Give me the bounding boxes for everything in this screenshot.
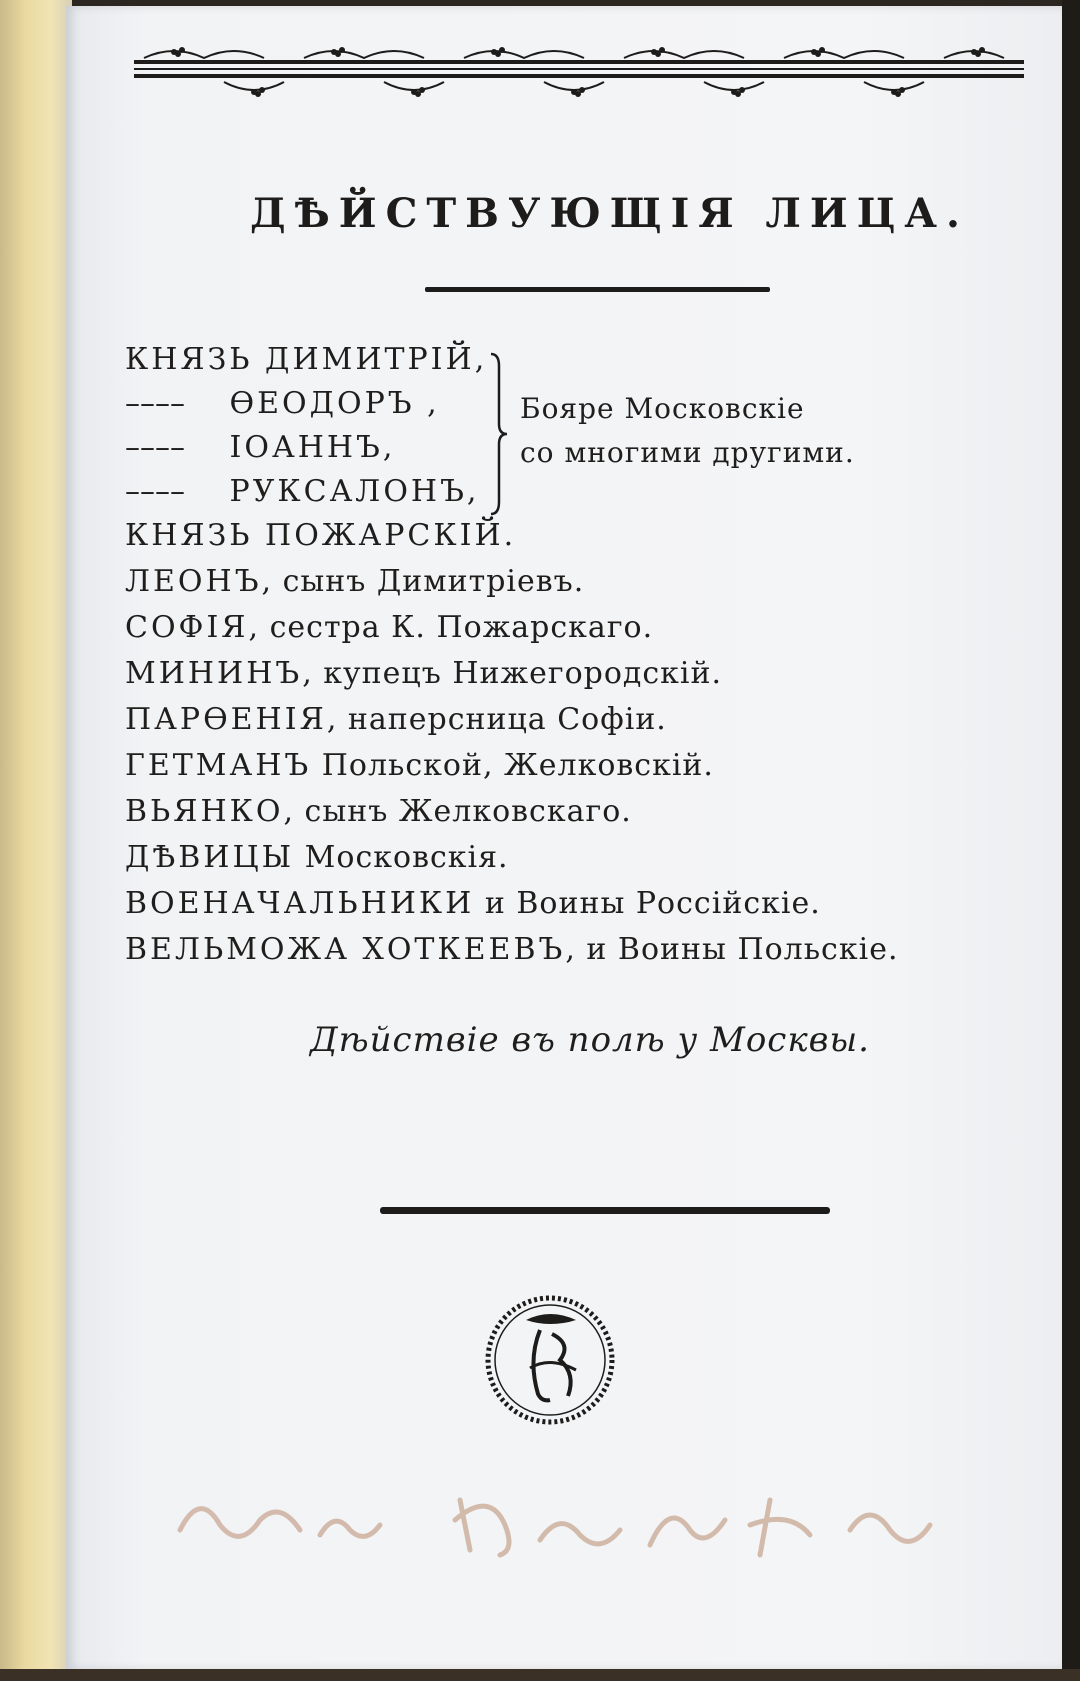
cast-name: СОФІЯ xyxy=(125,610,249,645)
cast-desc: , сестра К. Пожарскаго. xyxy=(248,610,654,645)
cast-name: ѲЕОДОРЪ , xyxy=(229,386,440,421)
cast-dash: –––– xyxy=(125,386,185,421)
cast-desc: , сынъ Желковскаго. xyxy=(283,794,632,829)
monogram-stamp-icon xyxy=(480,1290,620,1430)
cast-row xyxy=(125,746,714,786)
cast-name: ВОЕНАЧАЛЬНИКИ xyxy=(125,886,475,921)
cast-name: КНЯЗЬ ДИМИТРІЙ, xyxy=(125,342,488,377)
cast-name: ДѢВИЦЫ xyxy=(125,840,295,875)
cast-desc: Польской, Желковскій. xyxy=(311,748,714,783)
cast-desc: , наперсница Софіи. xyxy=(326,702,667,737)
cast-row xyxy=(125,428,395,468)
brace-icon xyxy=(485,352,509,516)
bottom-shadow xyxy=(0,1669,1080,1681)
cast-row xyxy=(125,838,509,878)
page-title: ДѢЙСТВУЮЩІЯ ЛИЦА. xyxy=(250,190,969,237)
show-through-line xyxy=(850,300,894,429)
cast-desc: , купецъ Нижегородскій. xyxy=(302,656,723,691)
cast-desc: , и Воины Польскіе. xyxy=(565,932,899,967)
cast-desc: , сынъ Димитріевъ. xyxy=(261,564,585,599)
cast-row xyxy=(125,562,584,602)
boyars-note-line1: Бояре Московскіе xyxy=(520,392,805,425)
cast-row xyxy=(125,700,667,740)
cast-row xyxy=(125,930,899,970)
cast-name: МИНИНЪ xyxy=(125,656,303,691)
boyars-note-line2: со многими другими. xyxy=(520,436,855,469)
handwritten-signature-icon xyxy=(170,1470,950,1580)
show-through-line xyxy=(190,1110,210,1157)
title-rule xyxy=(425,287,770,292)
cast-name: ІОАННЪ, xyxy=(229,430,396,465)
cast-name: ВЕЛЬМОЖА ХОТКЕЕВЪ xyxy=(125,932,566,967)
page-edge xyxy=(0,0,72,1681)
cast-row xyxy=(125,654,722,694)
cast-name: ГЕТМАНЪ xyxy=(125,748,312,783)
cast-name: КНЯЗЬ ПОЖАРСКІЙ. xyxy=(125,518,517,553)
cast-dash: –––– xyxy=(125,430,185,465)
cast-row xyxy=(125,792,632,832)
cast-name: ЛЕОНЪ xyxy=(125,564,262,599)
cast-row xyxy=(125,340,487,380)
bottom-rule xyxy=(380,1207,830,1214)
cast-row xyxy=(125,516,516,556)
cast-row xyxy=(125,884,821,924)
cast-name: ВЬЯНКО xyxy=(125,794,284,829)
cast-row xyxy=(125,384,440,424)
right-shadow xyxy=(1062,0,1080,1681)
cast-name: ПАРѲЕНІЯ xyxy=(125,702,327,737)
cast-row xyxy=(125,472,479,512)
cast-desc: Московскія. xyxy=(294,840,509,875)
cast-name: РУКСАЛОНЪ, xyxy=(229,474,480,509)
cast-row xyxy=(125,608,653,648)
ornament-header-icon xyxy=(134,40,1024,104)
setting-line: Дѣйствіе въ полѣ у Москвы. xyxy=(310,1020,870,1060)
cast-desc: и Воины Россійскіе. xyxy=(474,886,821,921)
cast-dash: –––– xyxy=(125,474,185,509)
